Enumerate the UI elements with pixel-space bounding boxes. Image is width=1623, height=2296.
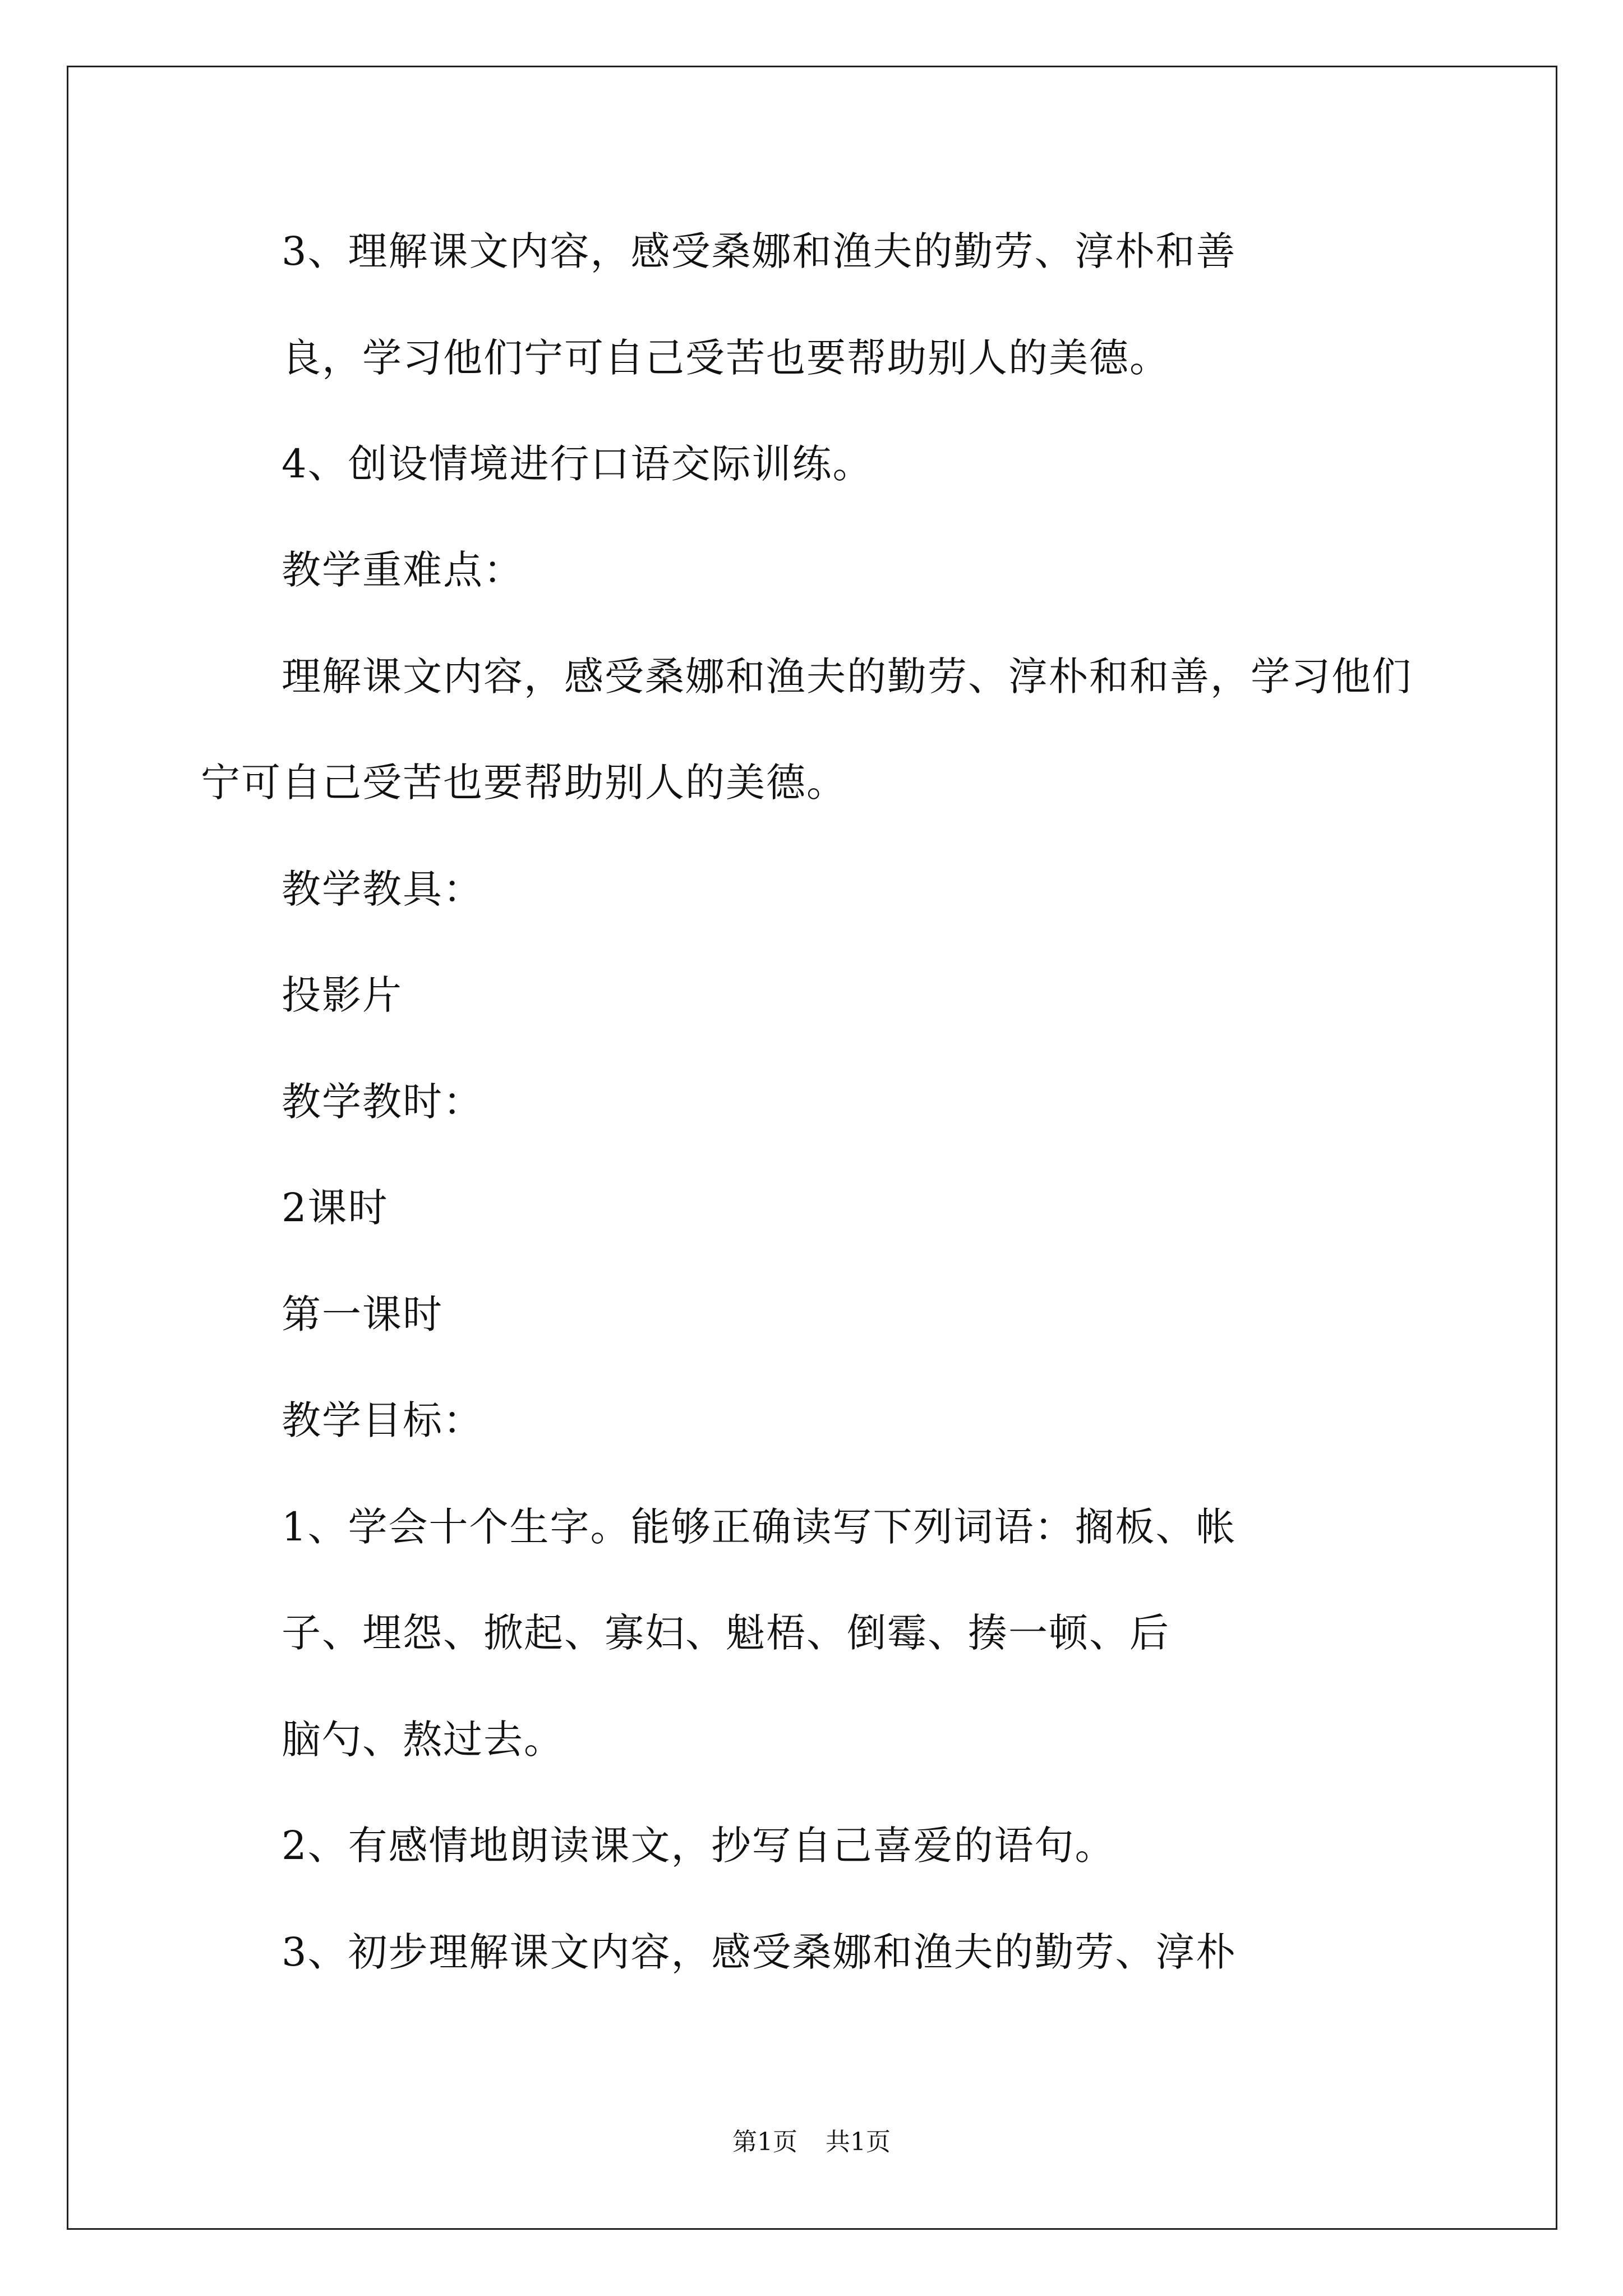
text-line: 理解课文内容，感受桑娜和渔夫的勤劳、淳朴和和善，学习他们 xyxy=(282,654,1412,700)
text-line: 1、学会十个生字。能够正确读写下列词语：搁板、帐 xyxy=(282,1504,1237,1550)
text-line: 投影片 xyxy=(282,972,403,1018)
page-total: 共1页 xyxy=(826,2128,891,2156)
page-number: 第1页 xyxy=(732,2128,797,2156)
section-heading: 教学教时： xyxy=(282,1079,483,1125)
text-line: 2课时 xyxy=(282,1185,389,1231)
text-line: 脑勺、熬过去。 xyxy=(282,1717,564,1763)
page-border xyxy=(67,66,1557,2230)
text-line: 良，学习他们宁可自己受苦也要帮助别人的美德。 xyxy=(282,335,1170,381)
section-heading: 教学重难点： xyxy=(282,547,524,593)
text-line: 3、理解课文内容，感受桑娜和渔夫的勤劳、淳朴和善 xyxy=(282,228,1237,274)
text-line: 宁可自己受苦也要帮助别人的美德。 xyxy=(201,760,847,806)
section-heading: 教学教具： xyxy=(282,866,483,912)
text-line: 2、有感情地朗读课文，抄写自己喜爱的语句。 xyxy=(282,1823,1115,1869)
section-heading: 教学目标： xyxy=(282,1397,483,1443)
section-heading: 第一课时 xyxy=(282,1291,443,1337)
text-line: 4、创设情境进行口语交际训练。 xyxy=(282,441,873,487)
text-line: 子、埋怨、掀起、寡妇、魁梧、倒霉、揍一顿、后 xyxy=(282,1610,1170,1656)
page-footer xyxy=(0,2130,1623,2155)
text-line: 3、初步理解课文内容，感受桑娜和渔夫的勤劳、淳朴 xyxy=(282,1929,1237,1975)
